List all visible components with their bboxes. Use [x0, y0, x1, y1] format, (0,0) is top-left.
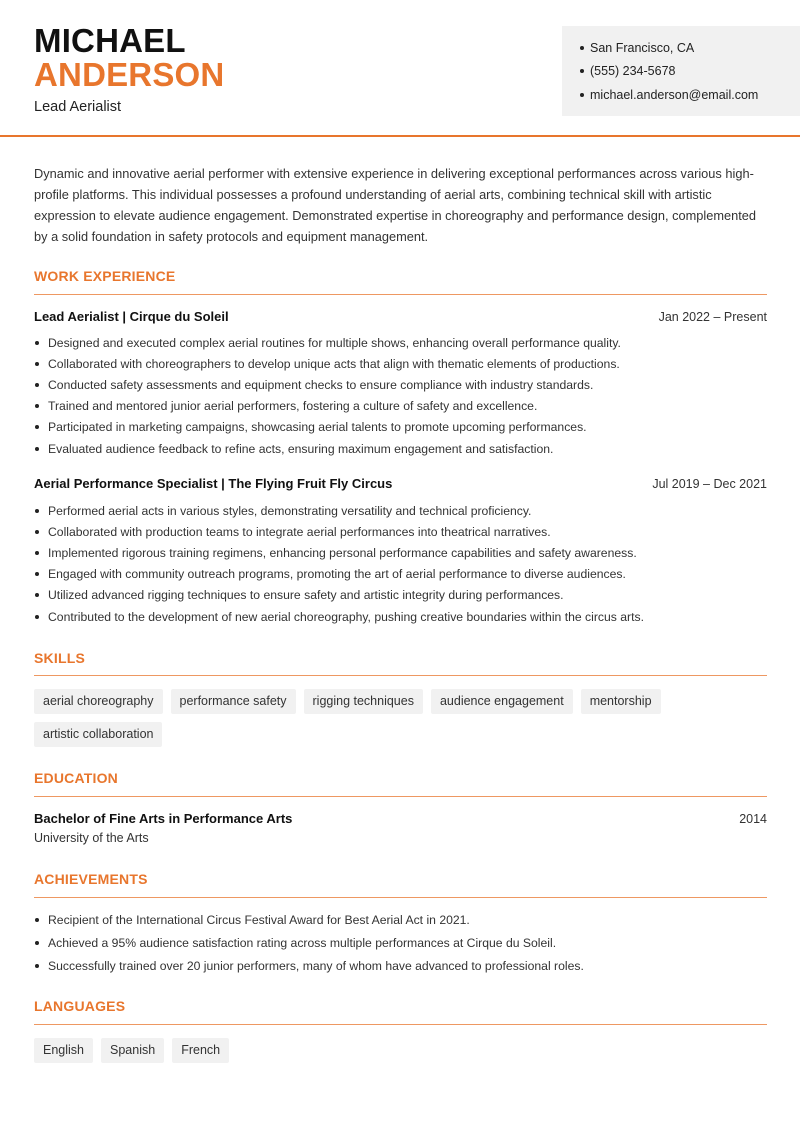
bullet-text: Implemented rigorous training regimens, enhancing personal performance capabilities and safety awareness. — [48, 545, 637, 560]
list-item — [34, 955, 767, 978]
education-header — [34, 811, 767, 826]
bullet-text: Designed and executed complex aerial routines for multiple shows, enhancing overall performance quality. — [48, 335, 621, 350]
bullet-icon — [580, 46, 584, 50]
list-item — [34, 396, 767, 417]
last-name: ANDERSON — [34, 56, 225, 93]
list-item — [34, 417, 767, 438]
section-divider — [34, 1024, 767, 1025]
list-item — [34, 374, 767, 395]
list-item — [34, 332, 767, 353]
skills-list — [34, 689, 767, 747]
bullet-icon — [35, 530, 39, 534]
bullet-icon — [35, 964, 39, 968]
bullet-text: Trained and mentored junior aerial performers, fostering a culture of safety and excellence. — [48, 399, 538, 414]
bullet-text: Performed aerial acts in various styles, demonstrating versatility and technical proficiency. — [48, 503, 532, 518]
bullet-text: Contributed to the development of new aerial choreography, pushing creative boundaries within the circus arts. — [48, 609, 644, 624]
bullet-icon — [580, 93, 584, 97]
list-item — [34, 606, 767, 627]
section-divider — [34, 897, 767, 898]
bullet-text: Utilized advanced rigging techniques to ensure safety and artistic integrity during performances. — [48, 588, 564, 603]
education-degree: Bachelor of Fine Arts in Performance Arts — [34, 811, 293, 826]
skill-tag: artistic collaboration — [34, 722, 162, 747]
language-tag: Spanish — [101, 1038, 164, 1063]
bullet-icon — [35, 593, 39, 597]
section-title-achievements: ACHIEVEMENTS — [34, 871, 148, 887]
languages-list — [34, 1038, 767, 1063]
list-item — [34, 932, 767, 955]
job-header — [34, 309, 767, 324]
bullet-icon — [35, 447, 39, 451]
list-item — [34, 353, 767, 374]
section-divider — [34, 294, 767, 295]
job-title: Lead Aerialist — [34, 99, 122, 115]
list-item — [34, 564, 767, 585]
list-item — [34, 909, 767, 932]
skill-tag: performance safety — [171, 689, 296, 714]
section-title-education: EDUCATION — [34, 770, 118, 786]
list-item — [34, 542, 767, 563]
section-divider — [34, 796, 767, 797]
bullet-icon — [35, 572, 39, 576]
skill-tag: mentorship — [581, 689, 661, 714]
bullet-text: Evaluated audience feedback to refine acts, ensuring maximum engagement and satisfaction. — [48, 441, 554, 456]
bullet-icon — [35, 551, 39, 555]
bullet-text: Engaged with community outreach programs, promoting the art of aerial performance to diverse audiences. — [48, 567, 626, 582]
job-bullets — [34, 500, 767, 627]
language-tag: English — [34, 1038, 93, 1063]
bullet-icon — [35, 509, 39, 513]
first-name: MICHAEL — [34, 22, 186, 59]
job-header — [34, 476, 767, 491]
skill-tag: rigging techniques — [304, 689, 423, 714]
bullet-text: Participated in marketing campaigns, showcasing aerial talents to promote upcoming performances. — [48, 420, 587, 435]
summary-text: Dynamic and innovative aerial performer with extensive experience in delivering exceptional performances across various high-profile platforms. This individual possesses a profound understanding of aerial arts, combining technical skill with artistic expression to elevate audience engagement. Demonstrated expertise in choreography and performance design, complemented by a solid foundation in safety protocols and equipment management. — [34, 166, 757, 244]
contact-phone-text: (555) 234-5678 — [590, 64, 676, 79]
education-year: 2014 — [739, 812, 767, 826]
bullet-icon — [35, 615, 39, 619]
job-role: Lead Aerialist | Cirque du Soleil — [34, 309, 229, 324]
list-item — [34, 500, 767, 521]
job-role: Aerial Performance Specialist | The Flying Fruit Fly Circus — [34, 476, 393, 491]
education-school: University of the Arts — [34, 831, 149, 845]
section-title-languages: LANGUAGES — [34, 998, 126, 1014]
contact-location — [580, 36, 800, 60]
resume-header — [0, 0, 800, 137]
bullet-icon — [35, 425, 39, 429]
bullet-text: Conducted safety assessments and equipment checks to ensure compliance with industry standards. — [48, 377, 594, 392]
bullet-text: Recipient of the International Circus Festival Award for Best Aerial Act in 2021. — [48, 913, 470, 928]
bullet-icon — [35, 341, 39, 345]
bullet-icon — [35, 404, 39, 408]
contact-location-text: San Francisco, CA — [590, 40, 695, 55]
bullet-icon — [35, 362, 39, 366]
bullet-icon — [35, 383, 39, 387]
bullet-icon — [35, 918, 39, 922]
language-tag: French — [172, 1038, 229, 1063]
job-bullets — [34, 332, 767, 459]
bullet-text: Achieved a 95% audience satisfaction rating across multiple performances at Cirque du Soleil. — [48, 936, 557, 951]
achievements-list — [34, 909, 767, 977]
list-item — [34, 521, 767, 542]
bullet-text: Collaborated with production teams to integrate aerial performances into theatrical narratives. — [48, 524, 551, 539]
job-dates: Jul 2019 – Dec 2021 — [652, 477, 767, 491]
bullet-text: Collaborated with choreographers to develop unique acts that align with thematic elements of productions. — [48, 356, 620, 371]
bullet-icon — [580, 69, 584, 73]
contact-phone — [580, 60, 800, 84]
skill-tag: audience engagement — [431, 689, 573, 714]
list-item — [34, 585, 767, 606]
skill-tag: aerial choreography — [34, 689, 163, 714]
contact-email[interactable] — [580, 83, 800, 107]
section-title-work: WORK EXPERIENCE — [34, 268, 176, 284]
bullet-icon — [35, 941, 39, 945]
list-item — [34, 438, 767, 459]
section-divider — [34, 675, 767, 676]
section-title-skills: SKILLS — [34, 650, 85, 666]
contact-box — [562, 26, 800, 116]
contact-email-text[interactable]: michael.anderson@email.com — [590, 87, 759, 102]
job-dates: Jan 2022 – Present — [658, 310, 767, 324]
bullet-text: Successfully trained over 20 junior performers, many of whom have advanced to professional roles. — [48, 958, 584, 973]
